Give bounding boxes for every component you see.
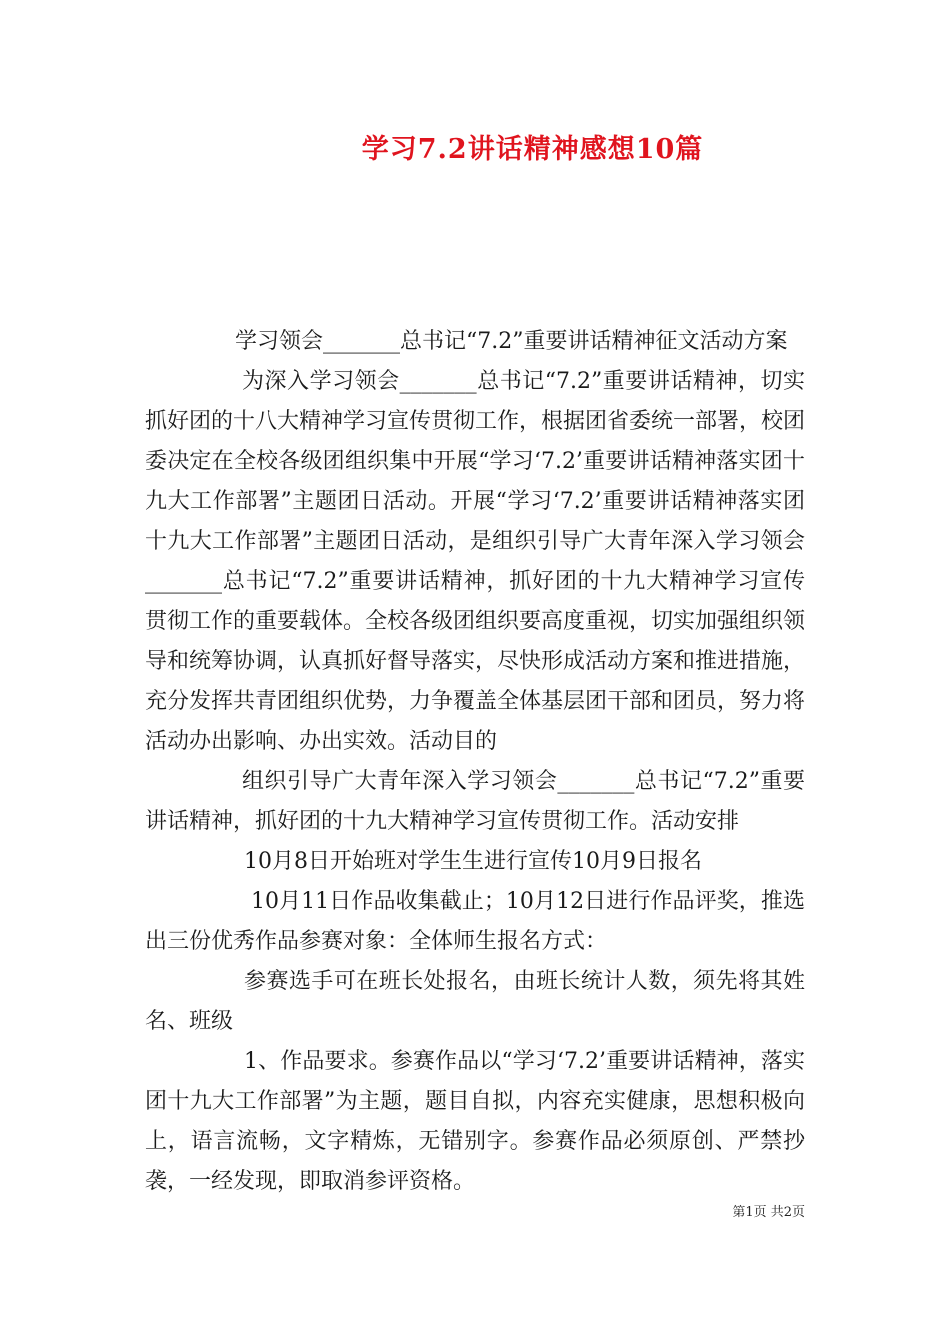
paragraph-requirements: 1、作品要求。参赛作品以“学习‘7.2’重要讲话精神，落实团十九大工作部署”为主题，题目自拟，内容充实健康，思想积极向上，语言流畅，文字精炼，无错别字。参赛作品必须原创、严禁抄袭，一经发现，即取消参评资格。	[145, 1049, 805, 1194]
document-body	[145, 322, 805, 1202]
paragraph-heading: 学习领会_______总书记“7.2”重要讲话精神征文活动方案	[235, 329, 788, 354]
paragraph-intro: 为深入学习领会_______总书记“7.2”重要讲话精神，切实抓好团的十八大精神学习宣传贯彻工作，根据团省委统一部署，校团委决定在全校各级团组织集中开展“学习‘7.2’重要讲话精神落实团十九大工作部署”主题团日活动。开展“学习‘7.2’重要讲话精神落实团十九大工作部署”主题团日活动，是组织引导广大青年深入学习领会_______总书记“7.2”重要讲话精神，抓好团的十九大精神学习宣传贯彻工作的重要载体。全校各级团组织要高度重视，切实加强组织领导和统筹协调，认真抓好督导落实，尽快形成活动方案和推进措施，充分发挥共青团组织优势，力争覆盖全体基层团干部和团员，努力将活动办出影响、办出实效。活动目的	[145, 369, 806, 754]
page-number-footer: 第1页 共2页	[732, 1205, 805, 1220]
paragraph-schedule-1: 10月8日开始班对学生生进行宣传10月9日报名	[244, 849, 702, 874]
paragraph-registration: 参赛选手可在班长处报名，由班长统计人数，须先将其姓名、班级	[145, 969, 805, 1034]
document-title: 学习7.2讲话精神感想10篇	[361, 134, 704, 165]
paragraph-goal: 组织引导广大青年深入学习领会_______总书记“7.2”重要讲话精神，抓好团的十九大精神学习宣传贯彻工作。活动安排	[145, 769, 805, 834]
paragraph-schedule-2: 10月11日作品收集截止；10月12日进行作品评奖，推选出三份优秀作品参赛对象：全体师生报名方式：	[145, 889, 805, 954]
